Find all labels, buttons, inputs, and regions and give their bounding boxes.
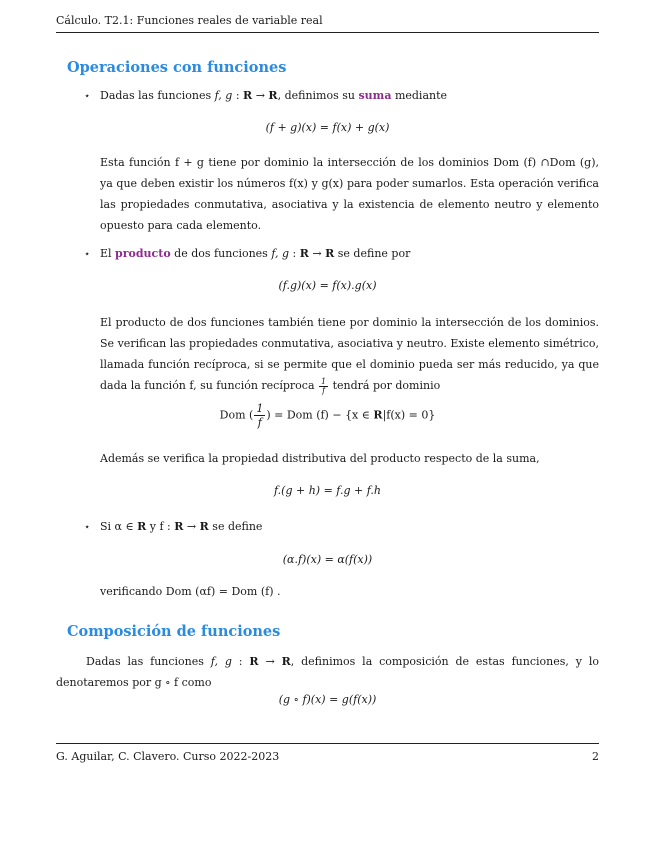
bullet-star: ⋆ [84, 249, 91, 260]
running-header: Cálculo. T2.1: Funciones reales de variable real [56, 14, 323, 27]
footer-rule [56, 743, 599, 744]
bullet-star: ⋆ [84, 91, 91, 102]
section-title-composicion: Composición de funciones [67, 623, 281, 640]
suma-intro: Dadas las funciones f, g : R → R, definimos su suma mediante [100, 89, 448, 102]
escalar-intro: Si α ∈ R y f : R → R se define [100, 520, 263, 533]
producto-equation: (f.g)(x) = f(x).g(x) [278, 279, 377, 292]
suma-highlight: suma [358, 89, 392, 102]
section-title-operaciones: Operaciones con funciones [67, 59, 287, 76]
reciprocal-fraction: $\frac{1}{f}$ [321, 376, 327, 395]
producto-paragraph: El producto de dos funciones también tiene por dominio la intersección de los dominios. Se verifican las propiedades conmutativa, asociativa y neutro. Existe elemento simétrico, llamada función recíproca, si se permite que el dominio pueda ser más reducido, ya que dada la función f, su función recíproca $\frac{1}{f}$ tendrá por dominio [100, 316, 599, 395]
suma-equation: (f + g)(x) = f(x) + g(x) [265, 121, 390, 134]
footer-authors: G. Aguilar, C. Clavero. Curso 2022-2023 [56, 750, 280, 763]
composicion-paragraph: Dadas las funciones f, g : R → R, definimos la composición de estas funciones, y lo denotaremos por g ∘ f como [56, 655, 599, 689]
page-number: 2 [592, 750, 599, 763]
distributive-equation: f.(g + h) = f.g + f.h [274, 484, 381, 497]
dom-fraction: $\frac{1}{f}$ [256, 402, 264, 429]
header-rule [56, 32, 599, 33]
producto-intro: El producto de dos funciones f, g : R → R se define por [100, 247, 411, 260]
composicion-equation: (g ∘ f)(x) = g(f(x)) [278, 693, 377, 706]
producto-highlight: producto [115, 247, 171, 260]
distributive-text: Además se verifica la propiedad distributiva del producto respecto de la suma, [100, 452, 540, 465]
dominio-reciproca-equation: Dom ( $\frac{1}{f}$ ) = Dom (f) − {x ∈ R|f(x) = 0} [219, 402, 436, 429]
bullet-star: ⋆ [84, 522, 91, 533]
escalar-equation: (α.f)(x) = α(f(x)) [282, 553, 373, 566]
suma-paragraph: Esta función f + g tiene por dominio la intersección de los dominios Dom (f) ∩Dom (g), ya que deben existir los números f(x) y g(x) para poder sumarlos. Esta operación verifica las propiedades conmutativa, asociativa y la existencia de elemento neutro y elemento opuesto para cada elemento. [100, 156, 599, 232]
escalar-verify: verificando Dom (αf) = Dom (f) . [100, 585, 281, 598]
